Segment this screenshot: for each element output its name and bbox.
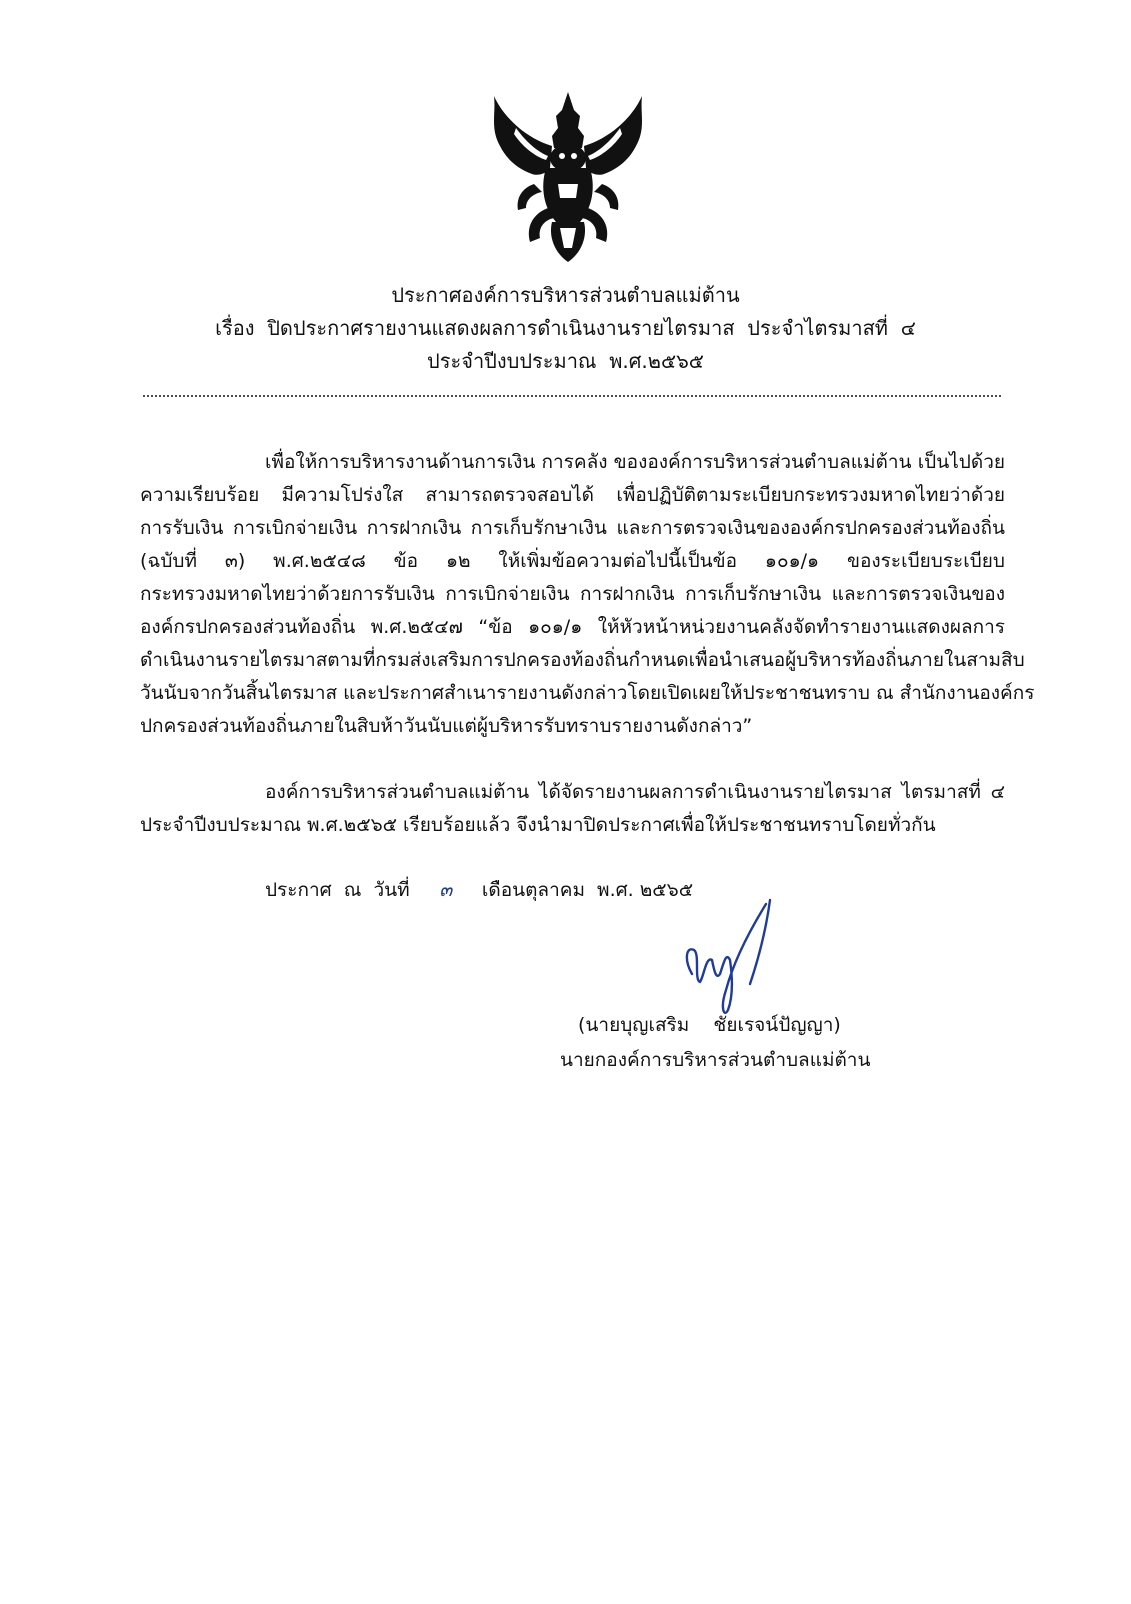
handwritten-signature (670, 890, 790, 1020)
date-prefix: ประกาศ ณ วันที่ (265, 879, 410, 901)
date-suffix: เดือนตุลาคม พ.ศ. ๒๕๖๕ (481, 879, 694, 901)
body-line: ดำเนินงานรายไตรมาสตามที่กรมส่งเสริมการปกครองท้องถิ่นกำหนดเพื่อนำเสนอผู้บริหารท้องถิ่นภายในสามสิบ (140, 649, 1025, 671)
signer-position: นายกองค์การบริหารส่วนตำบลแม่ต้าน (560, 1049, 871, 1071)
body-line: องค์การบริหารส่วนตำบลแม่ต้าน ได้จัดรายงานผลการดำเนินงานรายไตรมาส ไตรมาสที่ ๔ (265, 781, 1005, 803)
heading-title: ประกาศองค์การบริหารส่วนตำบลแม่ต้าน (391, 283, 740, 307)
announcement-heading (0, 279, 1131, 378)
body-line: องค์กรปกครองส่วนท้องถิ่น พ.ศ.๒๕๔๗ “ข้อ ๑๐๑/๑ ให้หัวหน้าหน่วยงานคลังจัดทำรายงานแสดงผลการ (140, 616, 1005, 638)
body-line: ปกครองส่วนท้องถิ่นภายในสิบห้าวันนับแต่ผู้บริหารรับทราบรายงานดังกล่าว” (140, 715, 753, 737)
body-line: การรับเงิน การเบิกจ่ายเงิน การฝากเงิน การเก็บรักษาเงิน และการตรวจเงินขององค์กรปกครองส่วนท้องถิ่น (140, 517, 1005, 539)
garuda-emblem (486, 88, 650, 266)
body-line: กระทรวงมหาดไทยว่าด้วยการรับเงิน การเบิกจ่ายเงิน การฝากเงิน การเก็บรักษาเงิน และการตรวจเงินของ (140, 583, 1005, 605)
date-day: ๓ (439, 879, 453, 901)
body-line: (ฉบับที่ ๓) พ.ศ.๒๕๔๘ ข้อ ๑๒ ให้เพิ่มข้อความต่อไปนี้เป็นข้อ ๑๐๑/๑ ของระเบียบระเบียบ (140, 550, 1005, 572)
body-paragraph-1 (140, 446, 1035, 743)
heading-subject: เรื่อง ปิดประกาศรายงานแสดงผลการดำเนินงานรายไตรมาส ประจำไตรมาสที่ ๔ (215, 316, 916, 340)
announcement-date (265, 875, 693, 905)
signer-name: (นายบุญเสริม ชัยเรจน์ปัญญา) (578, 1014, 841, 1036)
body-paragraph-2 (140, 776, 1005, 842)
heading-fiscal-year: ประจำปีงบประมาณ พ.ศ.๒๕๖๕ (427, 349, 704, 373)
body-line: วันนับจากวันสิ้นไตรมาส และประกาศสำเนารายงานดังกล่าวโดยเปิดเผยให้ประชาชนทราบ ณ สำนักงานองค์กร (140, 682, 1035, 704)
body-line: เพื่อให้การบริหารงานด้านการเงิน การคลัง ขององค์การบริหารส่วนตำบลแม่ต้าน เป็นไปด้วย (265, 451, 1005, 473)
dotted-divider (142, 392, 1002, 400)
body-line: ความเรียบร้อย มีความโปร่งใส สามารถตรวจสอบได้ เพื่อปฏิบัติตามระเบียบกระทรวงมหาดไทยว่าด้วย (140, 484, 1005, 506)
body-line: ประจำปีงบประมาณ พ.ศ.๒๕๖๕ เรียบร้อยแล้ว จึงนำมาปิดประกาศเพื่อให้ประชาชนทราบโดยทั่วกัน (140, 814, 936, 836)
